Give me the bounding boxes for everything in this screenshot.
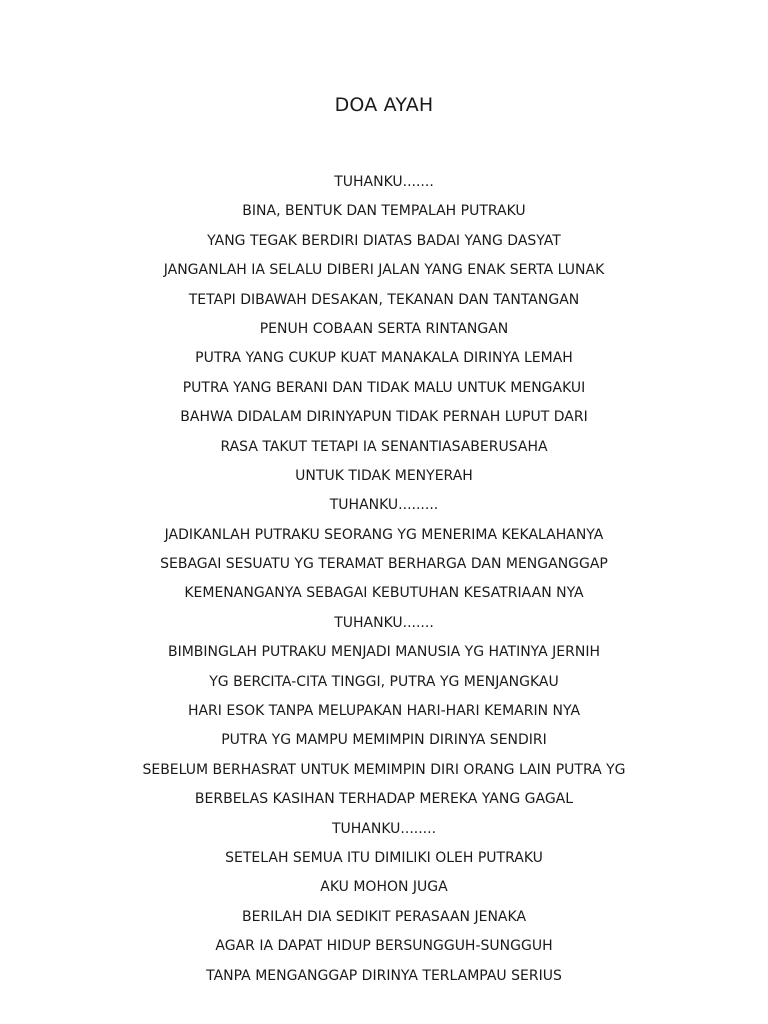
poem-line: TETAPI DIBAWAH DESAKAN, TEKANAN DAN TANTANGAN [188, 291, 580, 308]
poem-line: YANG TEGAK BERDIRI DIATAS BADAI YANG DASYAT [207, 232, 561, 249]
poem-line: BERILAH DIA SEDIKIT PERASAAN JENAKA [241, 908, 527, 925]
poem-line: BINA, BENTUK DAN TEMPALAH PUTRAKU [242, 203, 526, 220]
poem-line: BIMBINGLAH PUTRAKU MENJADI MANUSIA YG HATINYA JERNIH [167, 644, 600, 661]
poem-line: RASA TAKUT TETAPI IA SENANTIASABERUSAHA [220, 438, 548, 455]
poem-line: JADIKANLAH PUTRAKU SEORANG YG MENERIMA KEKALAHANYA [164, 526, 604, 543]
poem-line: TUHANKU........ [331, 820, 437, 837]
poem-line: UNTUK TIDAK MENYERAH [295, 467, 473, 484]
poem-line: AGAR IA DAPAT HIDUP BERSUNGGUH-SUNGGUH [215, 938, 553, 955]
poem-line: TUHANKU....... [334, 174, 434, 190]
poem-line: SEBAGAI SESUATU YG TERAMAT BERHARGA DAN MENGANGGAP [160, 556, 608, 573]
poem-line: PUTRA YANG CUKUP KUAT MANAKALA DIRINYA LEMAH [195, 350, 573, 367]
poem-line: JANGANLAH IA SELALU DIBERI JALAN YANG ENAK SERTA LUNAK [163, 262, 605, 279]
poem-line: TUHANKU......... [329, 497, 439, 514]
poem-line: TUHANKU....... [334, 614, 434, 631]
poem-line: PENUH COBAAN SERTA RINTANGAN [259, 320, 509, 337]
poem-body [0, 170, 768, 993]
poem-line: PUTRA YG MAMPU MEMIMPIN DIRINYA SENDIRI [221, 732, 547, 749]
poem-line: SETELAH SEMUA ITU DIMILIKI OLEH PUTRAKU [225, 849, 543, 866]
poem-line: KEMENANGANYA SEBAGAI KEBUTUHAN KESATRIAAN NYA [184, 585, 584, 602]
poem-line: SEBELUM BERHASRAT UNTUK MEMIMPIN DIRI ORANG LAIN PUTRA YG [142, 761, 626, 778]
poem-line: PUTRA YANG BERANI DAN TIDAK MALU UNTUK MENGAKUI [182, 379, 586, 396]
poem-line: BAHWA DIDALAM DIRINYAPUN TIDAK PERNAH LUPUT DARI [180, 409, 588, 426]
page-title: DOA AYAH [334, 94, 434, 116]
poem-line: YG BERCITA-CITA TINGGI, PUTRA YG MENJANGKAU [209, 673, 559, 690]
poem-line: TANPA MENGANGGAP DIRINYA TERLAMPAU SERIUS [206, 967, 562, 984]
poem-line: HARI ESOK TANPA MELUPAKAN HARI-HARI KEMARIN NYA [187, 703, 581, 720]
poem-line: AKU MOHON JUGA [320, 879, 448, 896]
poem-line: BERBELAS KASIHAN TERHADAP MEREKA YANG GAGAL [194, 791, 574, 808]
